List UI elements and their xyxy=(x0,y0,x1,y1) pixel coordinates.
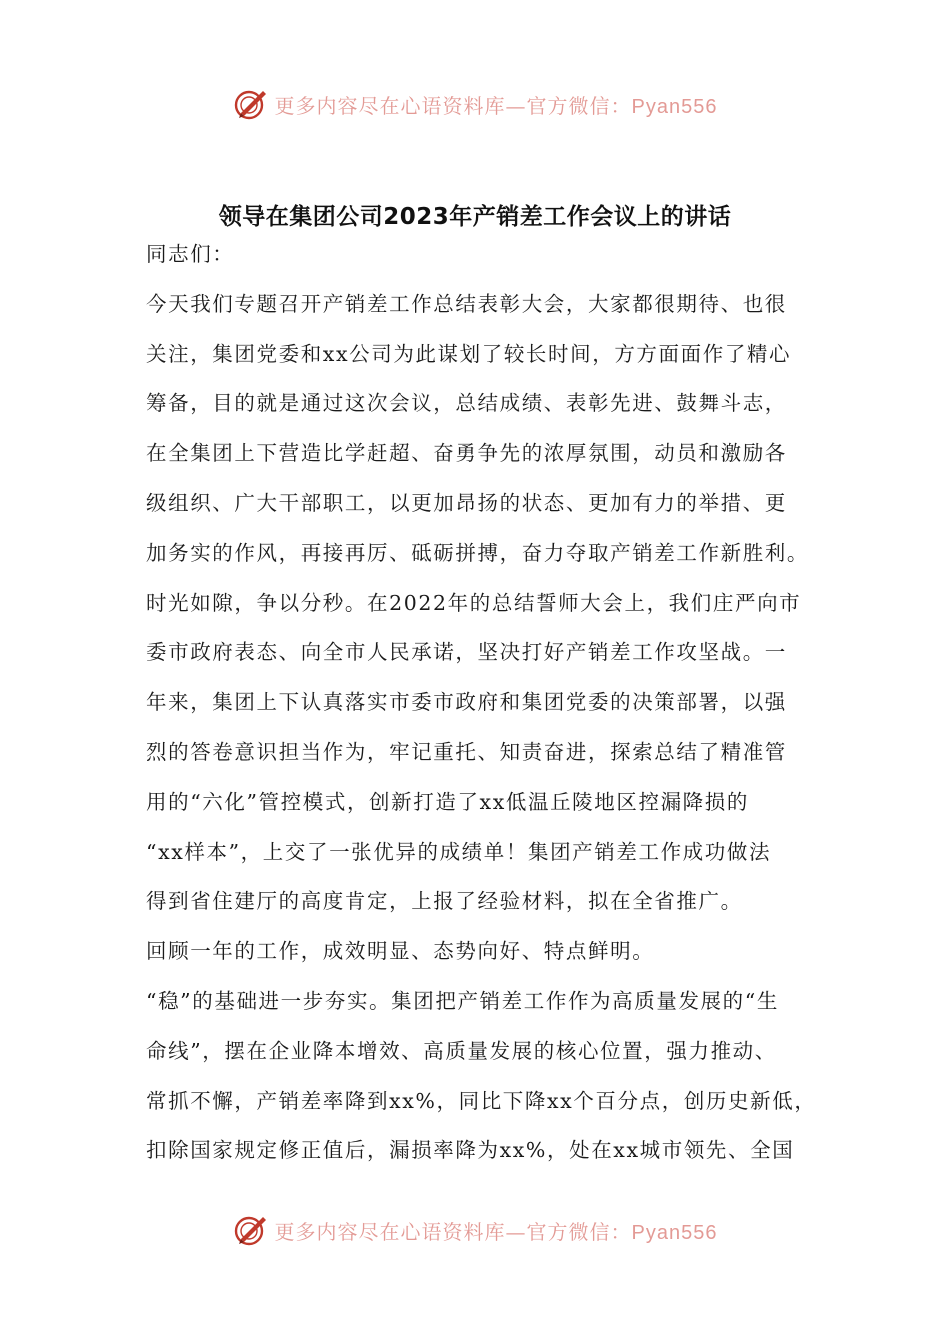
footer-wechat-id: Pyan556 xyxy=(631,1221,718,1244)
document-title: 领导在集团公司2023年产销差工作会议上的讲话 xyxy=(218,204,732,230)
header-wechat-id: Pyan556 xyxy=(631,95,718,118)
body-line: 加务实的作风，再接再厉、砥砺拼搏，奋力夺取产销差工作新胜利。 xyxy=(146,540,809,565)
body-line-salutation: 同志们： xyxy=(146,242,235,266)
document-body xyxy=(146,230,836,1176)
body-line: 时光如隙，争以分秒。在2022年的总结誓师大会上，我们庄严向市 xyxy=(146,590,802,615)
body-line: 常抓不懈，产销差率降到xx%，同比下降xx个百分点，创历史新低， xyxy=(146,1088,817,1113)
body-line: 用的“六化”管控模式，创新打造了xx低温丘陵地区控漏降损的 xyxy=(146,789,749,814)
body-line: 烈的答卷意识担当作为，牢记重托、知责奋进，探索总结了精准管 xyxy=(146,739,787,764)
body-line: 级组织、广大干部职工，以更加昂扬的状态、更加有力的举措、更 xyxy=(146,490,787,515)
body-line: “xx样本”，上交了一张优异的成绩单！集团产销差工作成功做法 xyxy=(146,839,772,864)
pen-logo-icon xyxy=(233,86,269,122)
header-watermark-banner xyxy=(0,82,950,126)
body-line: 在全集团上下营造比学赶超、奋勇争先的浓厚氛围，动员和激励各 xyxy=(146,441,787,466)
body-line: 今天我们专题召开产销差工作总结表彰大会，大家都很期待、也很 xyxy=(146,291,787,316)
footer-watermark-banner xyxy=(0,1208,950,1252)
body-line: 扣除国家规定修正值后，漏损率降为xx%，处在xx城市领先、全国 xyxy=(146,1138,795,1163)
body-line: 年来，集团上下认真落实市委市政府和集团党委的决策部署，以强 xyxy=(146,690,787,715)
footer-watermark-text: 更多内容尽在心语资料库—官方微信：Pyan556 xyxy=(274,1219,718,1244)
body-line: 筹备，目的就是通过这次会议，总结成绩、表彰先进、鼓舞斗志， xyxy=(146,391,787,416)
body-line: 委市政府表态、向全市人民承诺，坚决打好产销差工作攻坚战。一 xyxy=(146,640,787,665)
body-line: “稳”的基础进一步夯实。集团把产销差工作作为高质量发展的“生 xyxy=(146,988,779,1013)
pen-logo-icon xyxy=(233,1212,269,1248)
body-line: 回顾一年的工作，成效明显、态势向好、特点鲜明。 xyxy=(146,939,655,964)
header-watermark-text: 更多内容尽在心语资料库—官方微信：Pyan556 xyxy=(274,93,718,118)
body-line: 关注，集团党委和xx公司为此谋划了较长时间，方方面面作了精心 xyxy=(146,341,792,366)
body-line: 得到省住建厅的高度肯定，上报了经验材料，拟在全省推广。 xyxy=(146,889,743,914)
body-line: 命线”，摆在企业降本增效、高质量发展的核心位置，强力推动、 xyxy=(146,1038,777,1063)
